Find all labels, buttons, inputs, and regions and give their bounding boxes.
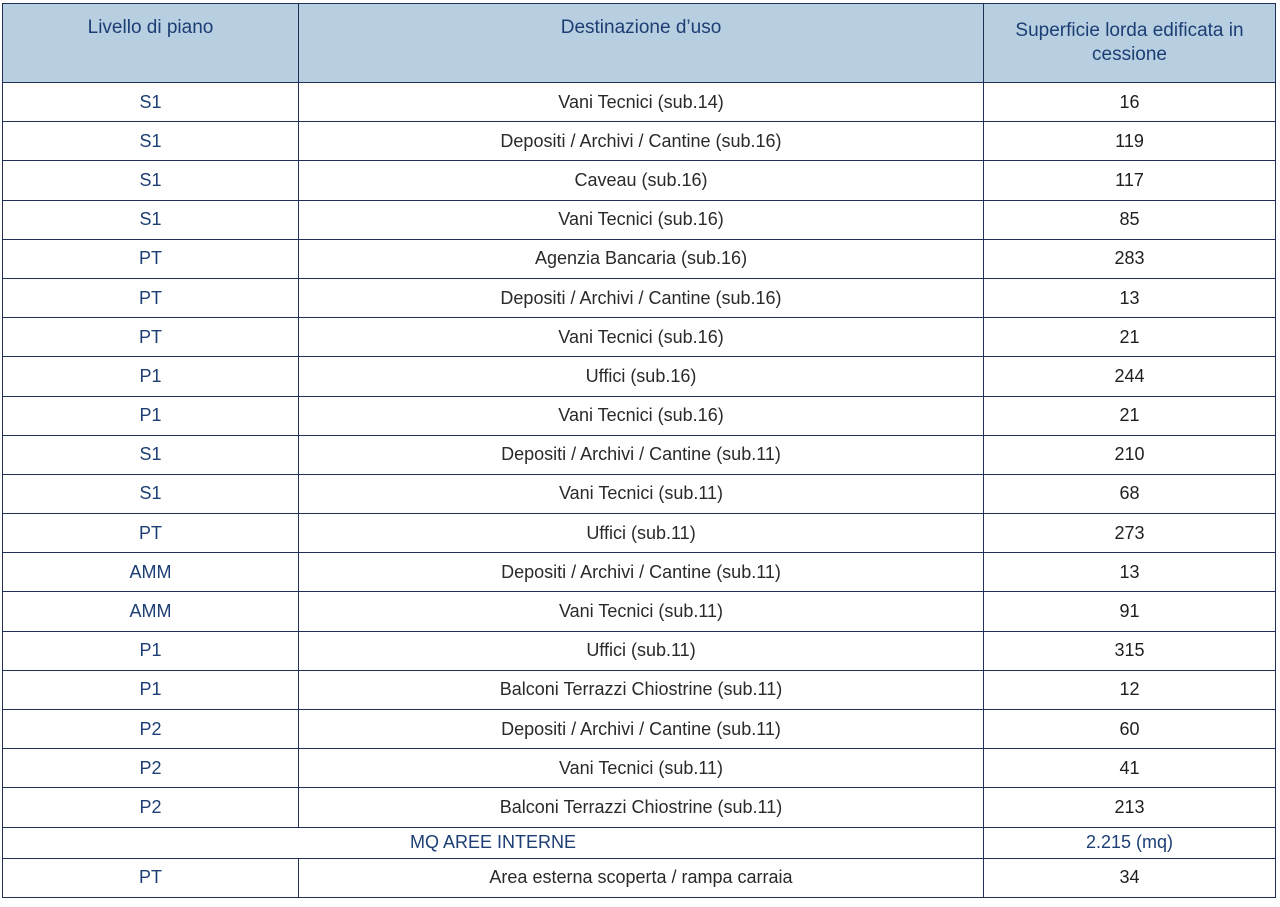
table-row [3,670,1276,709]
table-row [3,200,1276,239]
cell-livello: P1 [3,631,299,670]
header-row [3,4,1276,83]
cell-superficie: 41 [984,749,1276,788]
table-row [3,83,1276,122]
cell-livello: PT [3,858,299,897]
cell-livello: PT [3,318,299,357]
cell-destinazione: Agenzia Bancaria (sub.16) [299,239,984,278]
cell-livello: P1 [3,670,299,709]
cell-superficie: 68 [984,474,1276,513]
cell-superficie: 213 [984,788,1276,827]
table-row [3,122,1276,161]
cell-destinazione: Depositi / Archivi / Cantine (sub.16) [299,122,984,161]
total-row [3,827,1276,858]
table-row [3,788,1276,827]
cell-livello: AMM [3,553,299,592]
cell-livello: S1 [3,435,299,474]
cell-destinazione: Area esterna scoperta / rampa carraia [299,858,984,897]
cell-destinazione: Caveau (sub.16) [299,161,984,200]
cell-destinazione: Uffici (sub.16) [299,357,984,396]
cell-livello: S1 [3,122,299,161]
cell-livello: PT [3,278,299,317]
cell-livello: PT [3,239,299,278]
cell-superficie: 85 [984,200,1276,239]
table-row [3,474,1276,513]
cell-livello: P2 [3,749,299,788]
table-row [3,592,1276,631]
header-livello: Livello di piano [3,4,299,83]
table-row [3,749,1276,788]
cell-destinazione: Depositi / Archivi / Cantine (sub.11) [299,553,984,592]
cell-destinazione: Depositi / Archivi / Cantine (sub.11) [299,710,984,749]
table-row [3,239,1276,278]
table-row [3,161,1276,200]
table-row [3,278,1276,317]
cell-superficie: 283 [984,239,1276,278]
cell-superficie: 315 [984,631,1276,670]
cell-destinazione: Vani Tecnici (sub.11) [299,592,984,631]
cell-destinazione: Vani Tecnici (sub.16) [299,396,984,435]
cell-livello: PT [3,514,299,553]
header-superficie: Superficie lorda edificata in cessione [984,4,1276,83]
cell-destinazione: Vani Tecnici (sub.14) [299,83,984,122]
table-row [3,631,1276,670]
cell-superficie: 273 [984,514,1276,553]
table-row [3,357,1276,396]
table-row [3,435,1276,474]
cell-superficie: 34 [984,858,1276,897]
cell-superficie: 16 [984,83,1276,122]
table-container [2,3,1275,898]
cell-superficie: 91 [984,592,1276,631]
header-destinazione: Destinazione d’uso [299,4,984,83]
cell-superficie: 244 [984,357,1276,396]
cell-superficie: 117 [984,161,1276,200]
cell-destinazione: Vani Tecnici (sub.16) [299,318,984,357]
cell-superficie: 13 [984,278,1276,317]
cell-destinazione: Balconi Terrazzi Chiostrine (sub.11) [299,788,984,827]
cell-destinazione: Depositi / Archivi / Cantine (sub.16) [299,278,984,317]
cell-destinazione: Vani Tecnici (sub.11) [299,749,984,788]
cell-livello: P1 [3,396,299,435]
cell-superficie: 210 [984,435,1276,474]
surface-table [2,3,1276,898]
table-row [3,858,1276,897]
table-row [3,396,1276,435]
table-row [3,553,1276,592]
table-row [3,710,1276,749]
cell-livello: P2 [3,710,299,749]
cell-superficie: 21 [984,396,1276,435]
cell-destinazione: Depositi / Archivi / Cantine (sub.11) [299,435,984,474]
cell-livello: S1 [3,474,299,513]
table-header [3,4,1276,83]
total-label: MQ AREE INTERNE [3,827,984,858]
table-row [3,318,1276,357]
total-value: 2.215 (mq) [984,827,1276,858]
cell-livello: AMM [3,592,299,631]
cell-superficie: 13 [984,553,1276,592]
cell-destinazione: Uffici (sub.11) [299,514,984,553]
cell-livello: P1 [3,357,299,396]
cell-destinazione: Vani Tecnici (sub.16) [299,200,984,239]
table-body [3,83,1276,898]
cell-superficie: 119 [984,122,1276,161]
cell-destinazione: Vani Tecnici (sub.11) [299,474,984,513]
cell-superficie: 12 [984,670,1276,709]
cell-destinazione: Uffici (sub.11) [299,631,984,670]
cell-livello: S1 [3,161,299,200]
cell-livello: S1 [3,200,299,239]
cell-livello: P2 [3,788,299,827]
table-row [3,514,1276,553]
cell-destinazione: Balconi Terrazzi Chiostrine (sub.11) [299,670,984,709]
cell-superficie: 60 [984,710,1276,749]
cell-superficie: 21 [984,318,1276,357]
cell-livello: S1 [3,83,299,122]
